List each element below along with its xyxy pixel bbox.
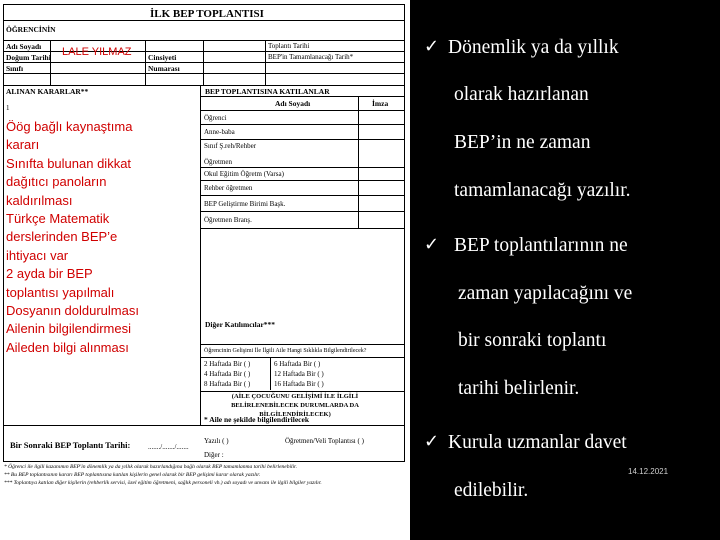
decision-line: Sınıfta bulunan dikkat (6, 155, 132, 171)
slide-text-panel (410, 0, 720, 540)
divider (200, 110, 404, 111)
other-option: Diğer : (204, 451, 224, 459)
bullet-line: Kurula uzmanlar davet (448, 432, 627, 453)
participant-row: BEP Geliştirme Birimi Başk. (204, 200, 286, 208)
frequency-option: 8 Haftada Bir ( ) (204, 380, 251, 388)
decision-line: Öög bağlı kaynaştıma (6, 119, 133, 134)
slide-date: 14.12.2021 (628, 467, 669, 476)
decision-line: toplantısı yapılmalı (6, 284, 115, 300)
participant-row: Öğretmen Branş. (204, 216, 252, 224)
check-icon: ✓ (424, 431, 440, 452)
decisions-header: ALINAN KARARLAR** (6, 87, 89, 96)
gender-label: Cinsiyeti (148, 53, 177, 62)
divider (200, 195, 404, 196)
divider (270, 357, 271, 390)
participants-col-signature: İmza (372, 99, 389, 108)
decision-line: Dosyanın doldurulması (6, 303, 139, 319)
frequency-option: 16 Haftada Bir ( ) (274, 380, 324, 388)
inform-method-label: * Aile ne şekilde bilgilendirilecek (204, 415, 309, 424)
next-meeting-value: ......./......./....... (148, 443, 189, 451)
decision-line: Ailenin bilgilendirmesi (6, 321, 132, 337)
frequency-option: 12 Haftada Bir ( ) (274, 370, 324, 378)
participant-row: Rehber öğretmen (204, 184, 253, 192)
bep-complete-label: BEP'in Tamamlanacağı Tarih* (268, 53, 354, 61)
decision-line: kararı (6, 137, 40, 153)
teacher-parent-meeting-option: Öğretmen/Veli Toplantısı ( ) (285, 437, 364, 445)
check-icon: ✓ (424, 234, 440, 255)
written-option: Yazılı ( ) (204, 437, 229, 445)
participant-row: Öğretmen (204, 158, 232, 166)
other-participants-label: Diğer Katılımcılar*** (205, 320, 276, 329)
bullet-line: BEP toplantılarının ne (454, 235, 628, 256)
student-name-value: LALE YILMAZ (62, 46, 132, 58)
divider (50, 40, 51, 85)
decision-line: Türkçe Matematik (6, 211, 110, 227)
divider (265, 40, 266, 85)
decision-line: Aileden bilgi alınması (6, 339, 129, 355)
divider (200, 85, 201, 425)
report-frequency-header: Öğrencinin Gelişimi İle İlgili Aile Hangi Sıklıkla Bilgilendirilecek? (204, 348, 367, 354)
divider (145, 40, 146, 85)
birth-label: Doğum Tarihi (6, 53, 51, 62)
next-meeting-label: Bir Sonraki BEP Toplantı Tarihi: (10, 440, 131, 450)
bullet-line: olarak hazırlanan (454, 84, 589, 105)
bullet-line: Dönemlik ya da yıllık (448, 37, 619, 58)
bullet-line: BEP’in ne zaman (454, 132, 591, 153)
frequency-option: 4 Haftada Bir ( ) (204, 370, 251, 378)
divider (200, 180, 404, 181)
footnote: * Öğrenci ile ilgili kazanımın BEP'in dönemlik ya da yıllık olarak hazırlandığına bağlı olarak BEP tamamlanma tarihi belirlenebilir. (4, 464, 297, 470)
footnotes (4, 463, 404, 487)
participant-row: Anne-baba (204, 128, 235, 136)
divider (200, 124, 404, 125)
frequency-option: 2 Haftada Bir ( ) (204, 360, 251, 368)
participant-row: Sınıf Ş.reh/Rehber (204, 142, 257, 150)
number-label: Numarası (148, 64, 180, 73)
decision-line: 2 ayda bir BEP (6, 266, 93, 282)
check-icon: ✓ (424, 36, 440, 57)
divider (203, 40, 204, 85)
participant-row: Okul Eğitim Öğretm (Varsa) (204, 170, 284, 178)
student-section-label: ÖĞRENCİNİN (6, 25, 56, 34)
participant-row: Öğrenci (204, 114, 227, 122)
divider (358, 96, 359, 228)
bullet-line: tamamlanacağı yazılır. (454, 180, 631, 201)
bullet-line: tarihi belirlenir. (458, 378, 580, 399)
bullet-line: bir sonraki toplantı (458, 330, 607, 351)
decisions-index: 1 (6, 104, 10, 112)
form-title: İLK BEP TOPLANTISI (150, 8, 264, 20)
name-label: Adı Soyadı (6, 42, 42, 51)
class-label: Sınıfı (6, 64, 24, 73)
meeting-date-label: Toplantı Tarihi (268, 42, 310, 50)
participants-col-name: Adı Soyadı (275, 99, 311, 108)
divider (200, 344, 404, 345)
decisions-list (6, 118, 196, 357)
footnote: *** Toplantıya katılan diğer kişilerin (rehberlik servisi, özel eğitim öğretmeni, sağlık personeli vb.) adı soyadı ve unvanı ile ilgili bilgiler yazılır. (4, 480, 322, 486)
divider (200, 139, 404, 140)
divider (200, 357, 404, 358)
family-notice: (AİLE ÇOCUĞUNU GELİŞİMİ İLE İLGİLİ BELİRLENEBİLECEK DURUMLARDA DA BİLGİLENDİRİLECEK) (231, 393, 359, 418)
bullet-line: zaman yapılacağını ve (458, 283, 633, 304)
divider (200, 167, 404, 168)
bullet-line: edilebilir. (454, 480, 529, 501)
divider (3, 20, 404, 21)
frequency-option: 6 Haftada Bir ( ) (274, 360, 321, 368)
decision-line: ihtiyacı var (6, 247, 69, 263)
footnote: ** Bu BEP toplantısının kararı BEP toplantısına katılan kişilerin genel olarak bir BEP gelişimi karar olarak yazılır. (4, 472, 261, 478)
divider (200, 211, 404, 212)
divider (3, 425, 200, 426)
divider (200, 228, 404, 229)
decision-line: dağıtıcı panoların (6, 174, 107, 190)
participants-header: BEP TOPLANTISINA KATILANLAR (205, 87, 330, 96)
divider (200, 425, 404, 426)
divider (3, 85, 404, 86)
decision-line: kaldırılması (6, 192, 73, 208)
decision-line: derslerinden BEP’e (6, 229, 118, 245)
divider (200, 96, 404, 97)
